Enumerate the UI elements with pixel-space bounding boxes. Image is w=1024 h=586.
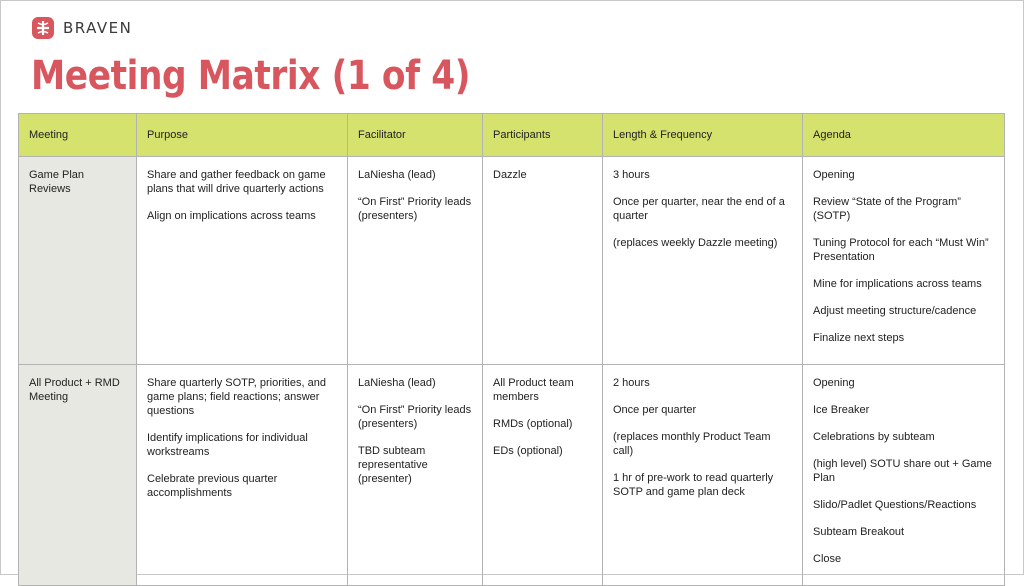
length-frequency-cell: [603, 157, 803, 365]
length-item: 1 hr of pre-work to read quarterly SOTP and game plan deck: [613, 472, 774, 498]
agenda-cell: [803, 157, 1005, 365]
agenda-item: Close: [813, 553, 842, 565]
brand: [31, 15, 132, 41]
participants-item: Dazzle: [493, 169, 527, 181]
table-row: [19, 157, 1005, 365]
agenda-cell: [803, 365, 1005, 586]
facilitator-cell: [348, 365, 483, 586]
header-agenda: Agenda: [803, 114, 1005, 157]
facilitator-item: LaNiesha (lead): [358, 377, 436, 389]
purpose-cell: [137, 157, 348, 365]
agenda-item: Subteam Breakout: [813, 526, 905, 538]
length-item: Once per quarter, near the end of a quarter: [613, 196, 785, 222]
header-participants: Participants: [483, 114, 603, 157]
meeting-name: Game Plan Reviews: [29, 169, 85, 195]
header-meeting: Meeting: [19, 114, 137, 157]
purpose-item: Share quarterly SOTP, priorities, and game plans; field reactions; answer questions: [147, 377, 326, 417]
meeting-name-cell: [19, 365, 137, 586]
length-frequency-cell: [603, 365, 803, 586]
purpose-item: Identify implications for individual workstreams: [147, 432, 308, 458]
facilitator-cell: [348, 157, 483, 365]
agenda-item: Celebrations by subteam: [813, 431, 935, 443]
participants-item: RMDs (optional): [493, 418, 573, 430]
header-purpose: Purpose: [137, 114, 348, 157]
agenda-item: Mine for implications across teams: [813, 278, 982, 290]
table-row: [19, 365, 1005, 586]
purpose-item: Align on implications across teams: [147, 210, 316, 222]
header-length-frequency: Length & Frequency: [603, 114, 803, 157]
purpose-item: Share and gather feedback on game plans that will drive quarterly actions: [147, 169, 326, 195]
facilitator-item: LaNiesha (lead): [358, 169, 436, 181]
header-facilitator: Facilitator: [348, 114, 483, 157]
agenda-item: Tuning Protocol for each “Must Win” Presentation: [813, 237, 989, 263]
participants-cell: [483, 157, 603, 365]
length-item: (replaces weekly Dazzle meeting): [613, 237, 778, 249]
length-item: 3 hours: [613, 169, 650, 181]
facilitator-item: TBD subteam representative (presenter): [358, 445, 428, 485]
length-item: Once per quarter: [613, 404, 697, 416]
length-item: 2 hours: [613, 377, 650, 389]
braven-logo-icon: [31, 16, 55, 40]
agenda-item: Opening: [813, 169, 855, 181]
length-item: (replaces monthly Product Team call): [613, 431, 771, 457]
participants-item: EDs (optional): [493, 445, 563, 457]
agenda-item: Review “State of the Program” (SOTP): [813, 196, 961, 222]
agenda-item: Slido/Padlet Questions/Reactions: [813, 499, 977, 511]
agenda-item: (high level) SOTU share out + Game Plan: [813, 458, 992, 484]
table-header-row: [19, 114, 1005, 157]
page-title: Meeting Matrix (1 of 4): [31, 53, 471, 99]
facilitator-item: “On First” Priority leads (presenters): [358, 404, 472, 430]
agenda-item: Ice Breaker: [813, 404, 870, 416]
participants-item: All Product team members: [493, 377, 574, 403]
purpose-cell: [137, 365, 348, 586]
agenda-item: Opening: [813, 377, 855, 389]
meeting-matrix-table: [18, 113, 1005, 586]
meeting-name: All Product + RMD Meeting: [29, 377, 120, 403]
facilitator-item: “On First” Priority leads (presenters): [358, 196, 472, 222]
participants-cell: [483, 365, 603, 586]
brand-name: BRAVEN: [63, 19, 133, 37]
purpose-item: Celebrate previous quarter accomplishments: [147, 473, 278, 499]
agenda-item: Adjust meeting structure/cadence: [813, 305, 977, 317]
agenda-item: Finalize next steps: [813, 332, 905, 344]
meeting-name-cell: [19, 157, 137, 365]
